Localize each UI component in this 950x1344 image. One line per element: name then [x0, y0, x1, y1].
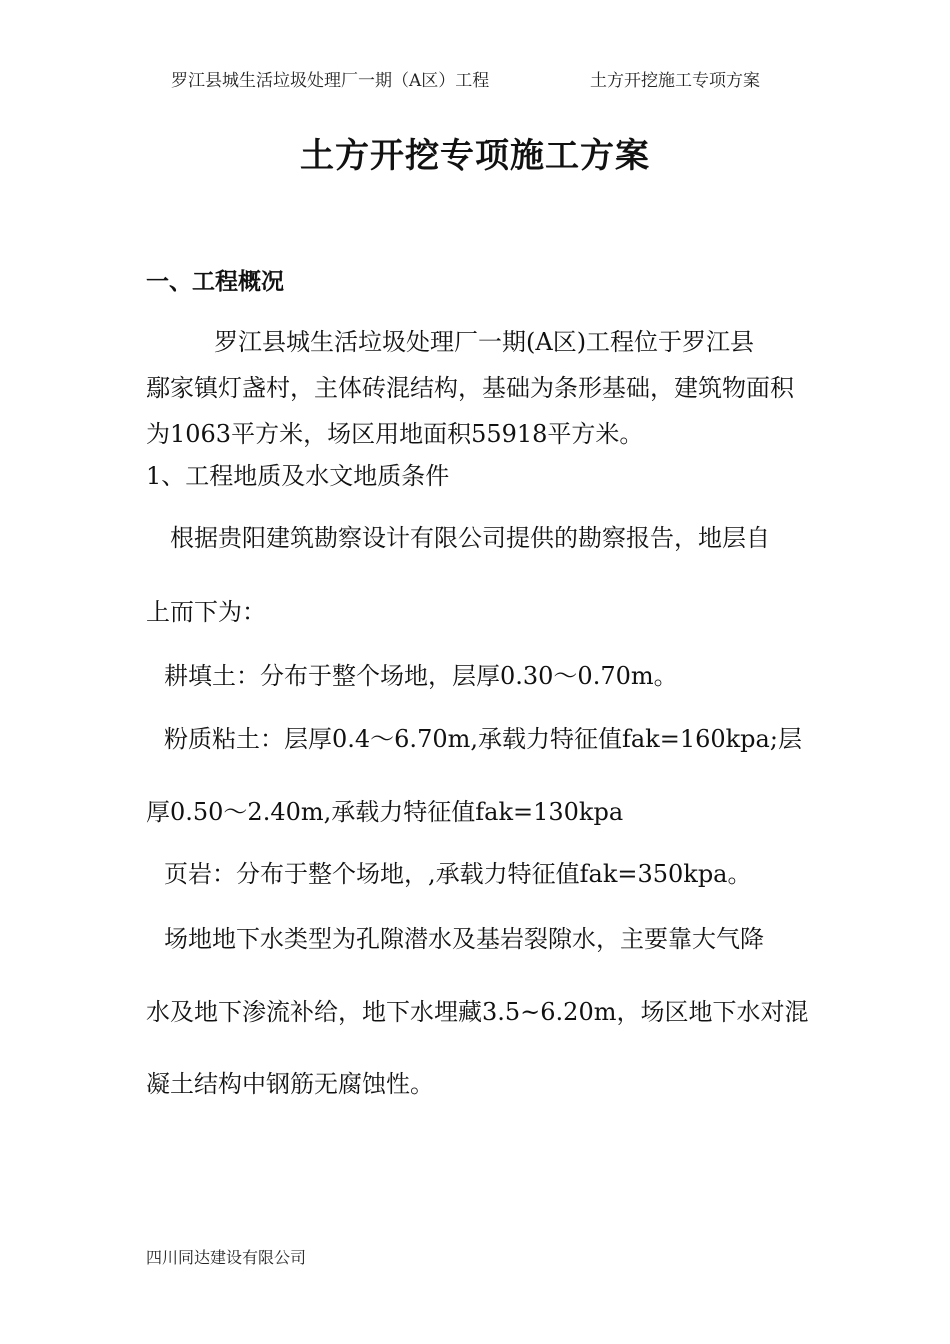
section-heading: 一、工程概况: [146, 269, 284, 295]
header-document-name: 土方开挖施工专项方案: [590, 71, 760, 91]
paragraph-line-3: 耕填土：分布于整个场地，层厚0.30～0.70m。: [164, 662, 678, 690]
intro-line-2: 鄢家镇灯盏村，主体砖混结构，基础为条形基础，建筑物面积: [146, 374, 794, 402]
intro-line-3: 为1063平方米，场区用地面积55918平方米。: [146, 420, 644, 448]
subsection-heading: 1、工程地质及水文地质条件: [146, 462, 450, 490]
paragraph-line-1: 根据贵阳建筑勘察设计有限公司提供的勘察报告，地层自: [170, 524, 770, 552]
footer-company: 四川同达建设有限公司: [146, 1248, 307, 1267]
paragraph-line-9: 凝土结构中钢筋无腐蚀性。: [146, 1070, 434, 1098]
paragraph-line-4: 粉质粘土：层厚0.4～6.70m,承载力特征值fak=160kpa;层: [164, 725, 802, 753]
intro-line-1: 罗江县城生活垃圾处理厂一期(A区)工程位于罗江县: [214, 328, 755, 356]
paragraph-line-8: 水及地下渗流补给，地下水埋藏3.5~6.20m，场区地下水对混: [146, 998, 809, 1026]
paragraph-line-5: 厚0.50～2.40m,承载力特征值fak=130kpa: [146, 798, 624, 826]
paragraph-line-7: 场地地下水类型为孔隙潜水及基岩裂隙水，主要靠大气降: [164, 925, 764, 953]
paragraph-line-2: 上而下为：: [146, 598, 266, 626]
document-title: 土方开挖专项施工方案: [300, 136, 650, 176]
header-project-name: 罗江县城生活垃圾处理厂一期（A区）工程: [171, 71, 490, 91]
paragraph-line-6: 页岩：分布于整个场地，,承载力特征值fak=350kpa。: [164, 860, 752, 888]
